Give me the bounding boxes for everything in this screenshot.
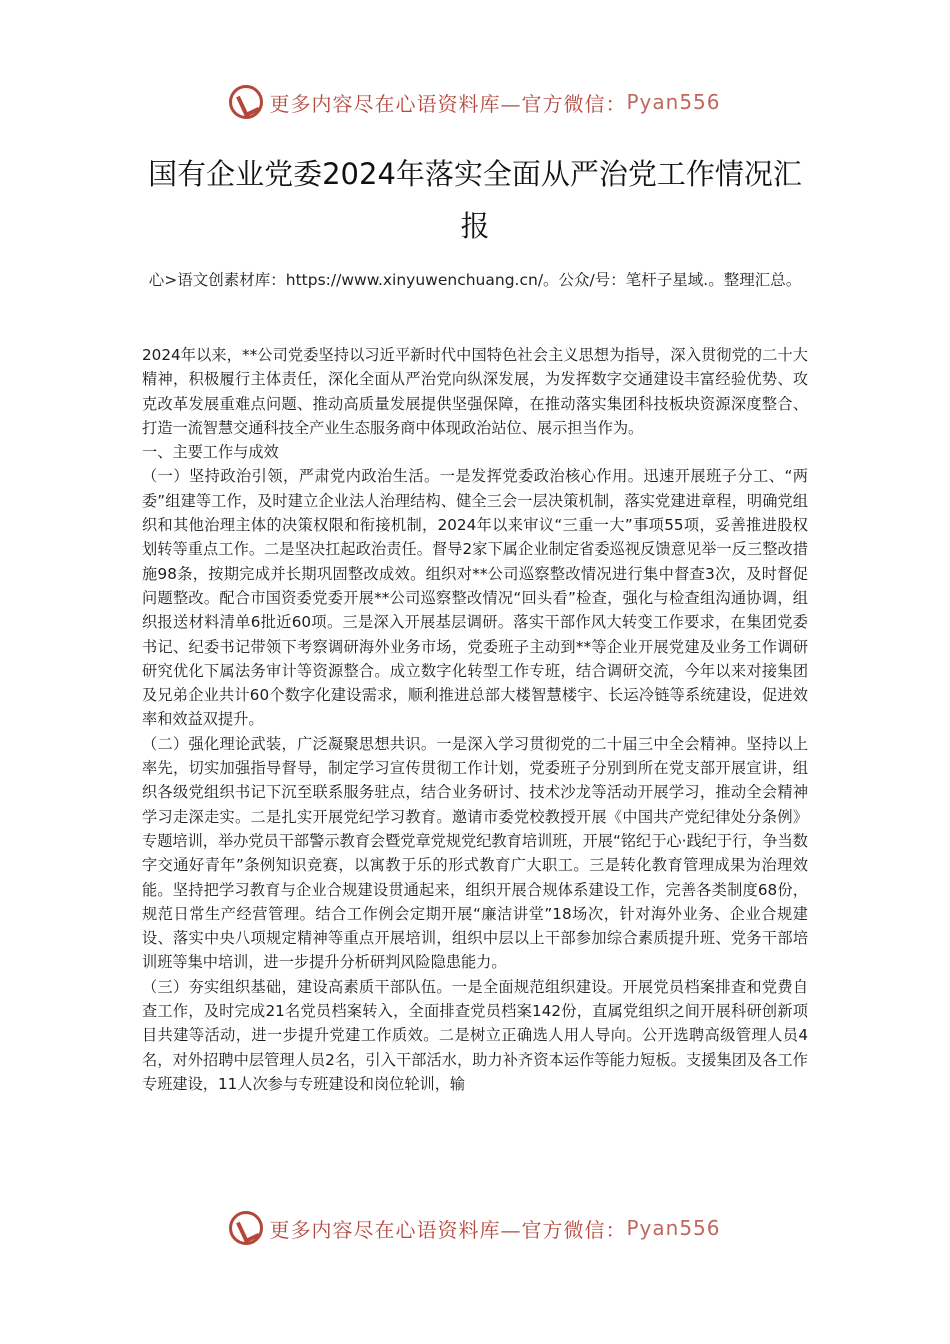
source-line: 心>语文创素材库：https://www.xinyuwenchuang.cn/。公众/号：笔杆子星域.。整理汇总。 [148, 271, 802, 289]
footer-banner [0, 1208, 950, 1248]
paragraph-1: （一）坚持政治引领，严肃党内政治生活。一是发挥党委政治核心作用。迅速开展班子分工、“两委”组建等工作，及时建立企业法人治理结构、健全三会一层决策机制，落实党建进章程，明确党组织和其他治理主体的决策权限和衔接机制，2024年以来审议“三重一大”事项55项，妥善推进股权划转等重点工作。二是坚决扛起政治责任。督导2家下属企业制定省委巡视反馈意见举一反三整改措施98条，按期完成并长期巩固整改成效。组织对**公司巡察整改情况进行集中督查3次，及时督促问题整改。配合市国资委党委开展**公司巡察整改情况“回头看”检查，强化与检查组沟通协调，组织报送材料清单6批近60项。三是深入开展基层调研。落实干部作风大转变工作要求，在集团党委书记、纪委书记带领下考察调研海外业务市场，党委班子主动到**等企业开展党建及业务工作调研研究优化下属法务审计等资源整合。成立数字化转型工作专班，结合调研交流，今年以来对接集团及兄弟企业共计60个数字化建设需求，顺利推进总部大楼智慧楼宇、长运冷链等系统建设，促进效率和效益双提升。 [142, 467, 808, 729]
document-title: 国有企业党委2024年落实全面从严治党工作情况汇报 [148, 157, 802, 243]
banner-text: 更多内容尽在心语资料库—官方微信： [269, 91, 627, 116]
header-banner [0, 82, 950, 122]
document-body [142, 343, 808, 1096]
paragraph-3: （三）夯实组织基础，建设高素质干部队伍。一是全面规范组织建设。开展党员档案排查和党费自查工作，及时完成21名党员档案转入，全面排查党员档案142份，直属党组织之间开展科研创新项目共建等活动，进一步提升党建工作质效。二是树立正确选人用人导向。公开选聘高级管理人员4名，对外招聘中层管理人员2名，引入干部活水，助力补齐资本运作等能力短板。支援集团及各工作专班建设，11人次参与专班建设和岗位轮训，输 [142, 977, 808, 1093]
banner-wechat-id: Pyan556 [626, 1216, 721, 1240]
banner-text: 更多内容尽在心语资料库—官方微信： [269, 1217, 627, 1242]
banner-wechat-id: Pyan556 [626, 90, 721, 114]
intro-paragraph: 2024年以来，**公司党委坚持以习近平新时代中国特色社会主义思想为指导，深入贯彻党的二十大精神，积极履行主体责任，深化全面从严治党向纵深发展，为发挥数字交通建设丰富经验优势、攻克改革发展重难点问题、推动高质量发展提供坚强保障，在推动落实集团科技板块资源深度整合、打造一流智慧交通科技全产业生态服务商中体现政治站位、展示担当作为。 [142, 346, 808, 437]
paragraph-2: （二）强化理论武装，广泛凝聚思想共识。一是深入学习贯彻党的二十届三中全会精神。坚持以上率先，切实加强指导督导，制定学习宣传贯彻工作计划，党委班子分别到所在党支部开展宣讲，组织各级党组织书记下沉至联系服务驻点，结合业务研讨、技术沙龙等活动开展学习，推动全会精神学习走深走实。二是扎实开展党纪学习教育。邀请市委党校教授开展《中国共产党纪律处分条例》专题培训，举办党员干部警示教育会暨党章党规党纪教育培训班，开展“铭纪于心·践纪于行，争当数字交通好青年”条例知识竞赛，以寓教于乐的形式教育广大职工。三是转化教育管理成果为治理效能。坚持把学习教育与企业合规建设贯通起来，组织开展合规体系建设工作，完善各类制度68份，规范日常生产经营管理。结合工作例会定期开展“廉洁讲堂”18场次，针对海外业务、企业合规建设、落实中央八项规定精神等重点开展培训，组织中层以上干部参加综合素质提升班、党务干部培训班等集中培训，进一步提升分析研判风险隐患能力。 [142, 734, 808, 972]
section-heading: 一、主要工作与成效 [142, 443, 279, 462]
brand-logo-icon [229, 85, 263, 119]
brand-logo-icon [229, 1211, 263, 1245]
